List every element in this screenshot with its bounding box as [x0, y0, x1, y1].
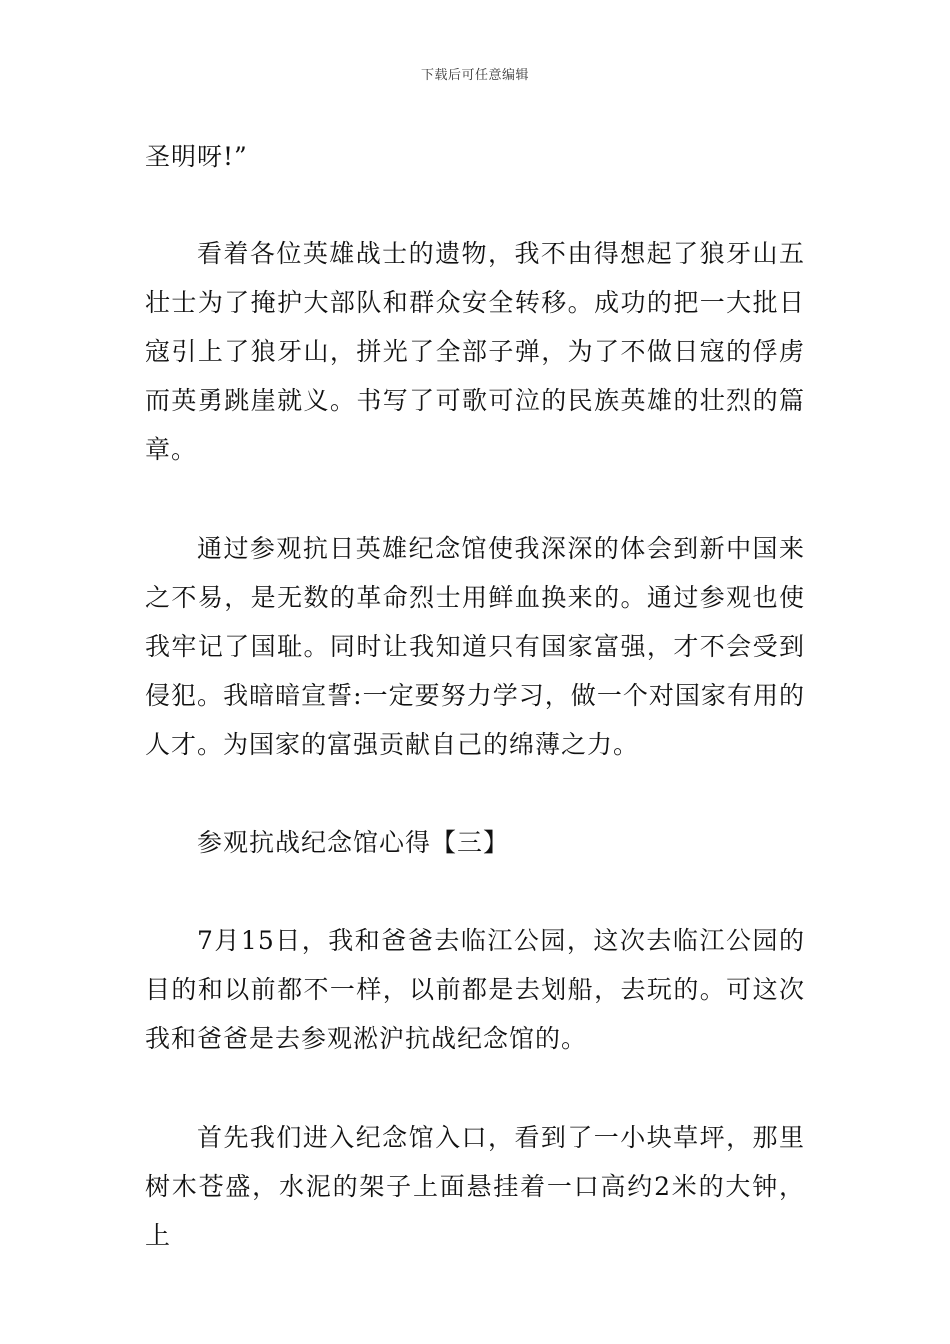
paragraph-relics: 看着各位英雄战士的遗物，我不由得想起了狼牙山五壮士为了掩护大部队和群众安全转移。成功的把一大批日寇引上了狼牙山，拼光了全部子弹，为了不做日寇的俘虏而英勇跳崖就义。书写了可歌可泣的民族英雄的壮烈的篇章。 — [145, 239, 805, 464]
paragraph-visit-date: 7月15日，我和爸爸去临江公园，这次去临江公园的目的和以前都不一样，以前都是去划船，去玩的。可这次我和爸爸是去参观淞沪抗战纪念馆的。 — [145, 926, 805, 1053]
paragraph-reflection: 通过参观抗日英雄纪念馆使我深深的体会到新中国来之不易，是无数的革命烈士用鲜血换来的。通过参观也使我牢记了国耻。同时让我知道只有国家富强，才不会受到侵犯。我暗暗宣誓:一定要努力学习，做一个对国家有用的人才。为国家的富强贡献自己的绵薄之力。 — [145, 534, 805, 759]
paragraph-entrance: 首先我们进入纪念馆入口，看到了一小块草坪，那里树木苍盛，水泥的架子上面悬挂着一口高约2米的大钟，上 — [145, 1123, 805, 1250]
section-heading: 参观抗战纪念馆心得【三】 — [197, 828, 510, 857]
paragraph-continuation: 圣明呀!” — [145, 142, 248, 171]
page-header: 下载后可任意编辑 — [420, 68, 529, 83]
